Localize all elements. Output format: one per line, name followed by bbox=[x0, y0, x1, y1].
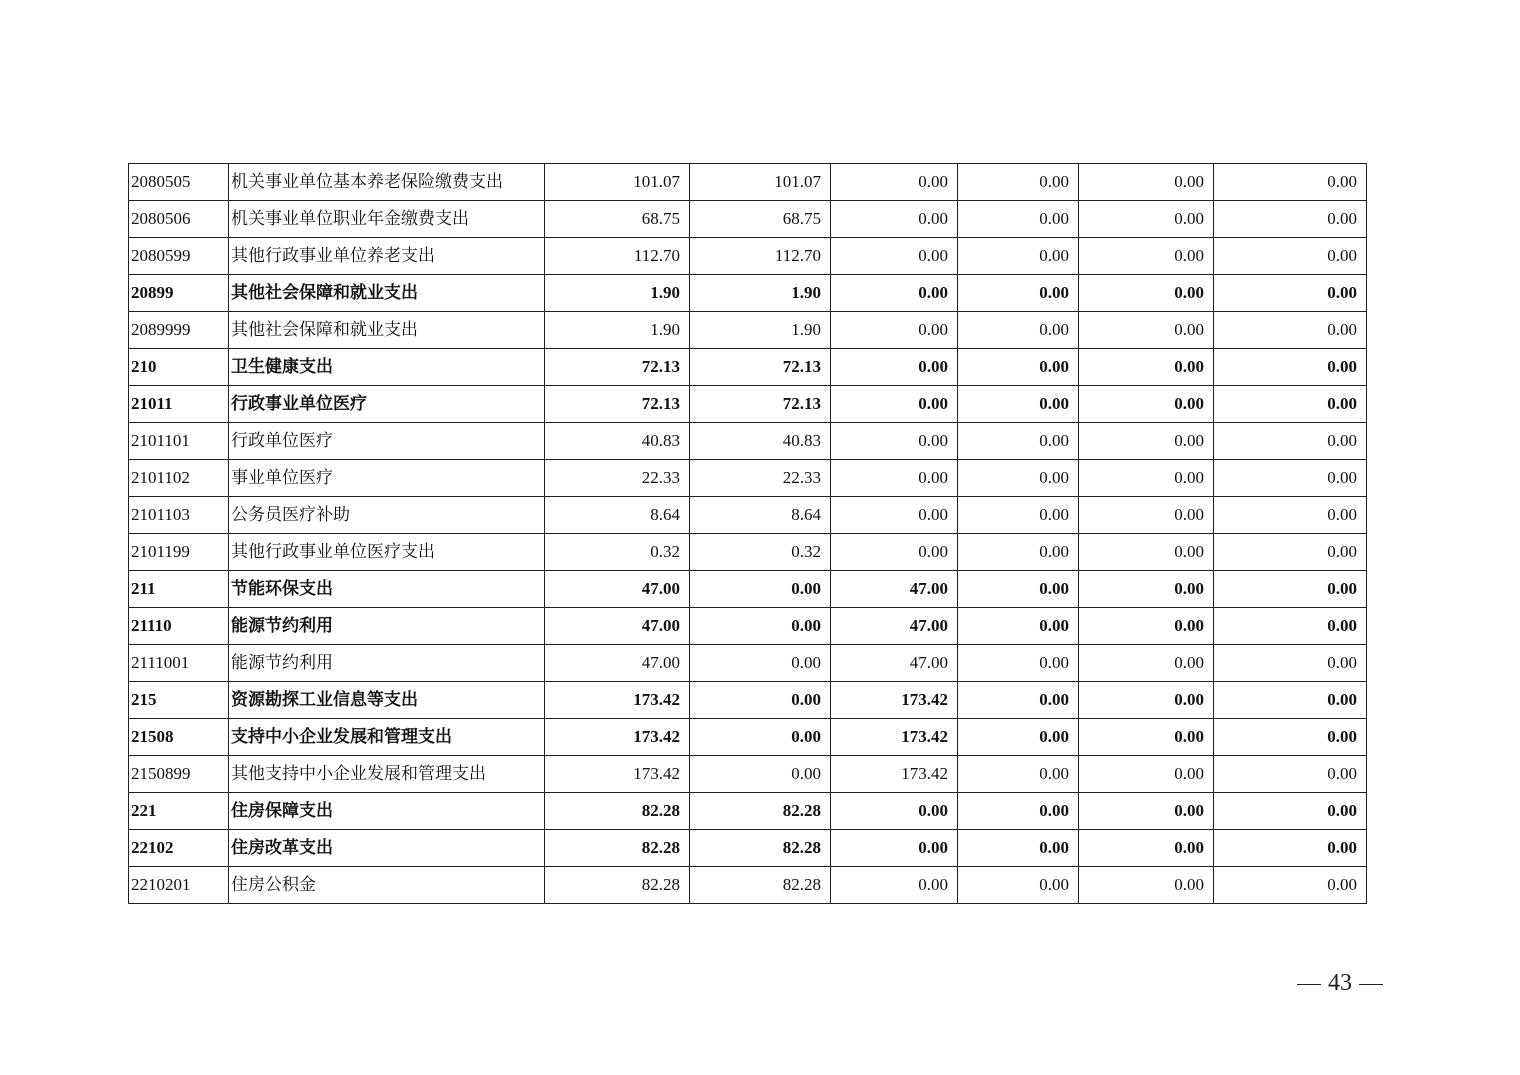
value-col-4-cell: 0.00 bbox=[958, 497, 1079, 534]
subject-code-cell: 210 bbox=[129, 349, 229, 386]
subject-name-cell: 其他行政事业单位医疗支出 bbox=[229, 534, 545, 571]
value-col-1-cell: 82.28 bbox=[545, 793, 690, 830]
value-col-4-cell: 0.00 bbox=[958, 645, 1079, 682]
subject-name-cell: 行政单位医疗 bbox=[229, 423, 545, 460]
value-col-5-cell: 0.00 bbox=[1079, 312, 1214, 349]
subject-code-cell: 22102 bbox=[129, 830, 229, 867]
table-row bbox=[129, 830, 1367, 867]
value-col-2-cell: 0.00 bbox=[690, 682, 831, 719]
subject-code-cell: 2080505 bbox=[129, 164, 229, 201]
subject-name-cell: 其他社会保障和就业支出 bbox=[229, 275, 545, 312]
value-col-2-cell: 40.83 bbox=[690, 423, 831, 460]
value-col-4-cell: 0.00 bbox=[958, 164, 1079, 201]
value-col-3-cell: 0.00 bbox=[831, 830, 958, 867]
value-col-6-cell: 0.00 bbox=[1214, 830, 1367, 867]
value-col-6-cell: 0.00 bbox=[1214, 645, 1367, 682]
subject-code-cell: 2080599 bbox=[129, 238, 229, 275]
value-col-3-cell: 173.42 bbox=[831, 719, 958, 756]
value-col-2-cell: 68.75 bbox=[690, 201, 831, 238]
value-col-5-cell: 0.00 bbox=[1079, 534, 1214, 571]
value-col-5-cell: 0.00 bbox=[1079, 201, 1214, 238]
value-col-5-cell: 0.00 bbox=[1079, 571, 1214, 608]
value-col-4-cell: 0.00 bbox=[958, 386, 1079, 423]
value-col-5-cell: 0.00 bbox=[1079, 238, 1214, 275]
table-row bbox=[129, 682, 1367, 719]
value-col-5-cell: 0.00 bbox=[1079, 608, 1214, 645]
value-col-5-cell: 0.00 bbox=[1079, 645, 1214, 682]
subject-name-cell: 其他支持中小企业发展和管理支出 bbox=[229, 756, 545, 793]
value-col-1-cell: 47.00 bbox=[545, 608, 690, 645]
table-row bbox=[129, 275, 1367, 312]
value-col-2-cell: 22.33 bbox=[690, 460, 831, 497]
subject-code-cell: 2101101 bbox=[129, 423, 229, 460]
subject-code-cell: 21508 bbox=[129, 719, 229, 756]
subject-name-cell: 其他行政事业单位养老支出 bbox=[229, 238, 545, 275]
value-col-4-cell: 0.00 bbox=[958, 312, 1079, 349]
value-col-2-cell: 0.32 bbox=[690, 534, 831, 571]
subject-code-cell: 2101102 bbox=[129, 460, 229, 497]
value-col-2-cell: 101.07 bbox=[690, 164, 831, 201]
table-body bbox=[129, 164, 1367, 904]
value-col-4-cell: 0.00 bbox=[958, 423, 1079, 460]
subject-code-cell: 215 bbox=[129, 682, 229, 719]
value-col-6-cell: 0.00 bbox=[1214, 386, 1367, 423]
table-row bbox=[129, 756, 1367, 793]
table-row bbox=[129, 312, 1367, 349]
value-col-5-cell: 0.00 bbox=[1079, 386, 1214, 423]
table-row bbox=[129, 201, 1367, 238]
value-col-6-cell: 0.00 bbox=[1214, 460, 1367, 497]
value-col-2-cell: 82.28 bbox=[690, 830, 831, 867]
value-col-2-cell: 72.13 bbox=[690, 349, 831, 386]
subject-code-cell: 2101199 bbox=[129, 534, 229, 571]
value-col-1-cell: 0.32 bbox=[545, 534, 690, 571]
left-dash bbox=[1297, 984, 1321, 985]
subject-code-cell: 2089999 bbox=[129, 312, 229, 349]
value-col-4-cell: 0.00 bbox=[958, 793, 1079, 830]
subject-name-cell: 行政事业单位医疗 bbox=[229, 386, 545, 423]
value-col-1-cell: 82.28 bbox=[545, 867, 690, 904]
value-col-4-cell: 0.00 bbox=[958, 534, 1079, 571]
value-col-6-cell: 0.00 bbox=[1214, 608, 1367, 645]
subject-name-cell: 节能环保支出 bbox=[229, 571, 545, 608]
subject-name-cell: 事业单位医疗 bbox=[229, 460, 545, 497]
value-col-1-cell: 173.42 bbox=[545, 719, 690, 756]
value-col-2-cell: 82.28 bbox=[690, 793, 831, 830]
value-col-5-cell: 0.00 bbox=[1079, 793, 1214, 830]
subject-name-cell: 住房公积金 bbox=[229, 867, 545, 904]
value-col-5-cell: 0.00 bbox=[1079, 719, 1214, 756]
table-row bbox=[129, 460, 1367, 497]
value-col-3-cell: 0.00 bbox=[831, 460, 958, 497]
subject-code-cell: 2101103 bbox=[129, 497, 229, 534]
value-col-2-cell: 0.00 bbox=[690, 719, 831, 756]
value-col-6-cell: 0.00 bbox=[1214, 238, 1367, 275]
subject-code-cell: 21110 bbox=[129, 608, 229, 645]
value-col-4-cell: 0.00 bbox=[958, 201, 1079, 238]
subject-name-cell: 能源节约利用 bbox=[229, 645, 545, 682]
table-row bbox=[129, 793, 1367, 830]
value-col-3-cell: 0.00 bbox=[831, 312, 958, 349]
value-col-4-cell: 0.00 bbox=[958, 349, 1079, 386]
subject-code-cell: 2210201 bbox=[129, 867, 229, 904]
table-row bbox=[129, 645, 1367, 682]
subject-code-cell: 211 bbox=[129, 571, 229, 608]
value-col-1-cell: 1.90 bbox=[545, 312, 690, 349]
value-col-4-cell: 0.00 bbox=[958, 460, 1079, 497]
value-col-1-cell: 47.00 bbox=[545, 645, 690, 682]
subject-code-cell: 21011 bbox=[129, 386, 229, 423]
value-col-2-cell: 0.00 bbox=[690, 608, 831, 645]
subject-code-cell: 2080506 bbox=[129, 201, 229, 238]
value-col-3-cell: 0.00 bbox=[831, 423, 958, 460]
value-col-5-cell: 0.00 bbox=[1079, 164, 1214, 201]
value-col-2-cell: 112.70 bbox=[690, 238, 831, 275]
page-number-text: 43 bbox=[1328, 970, 1352, 996]
value-col-1-cell: 40.83 bbox=[545, 423, 690, 460]
value-col-5-cell: 0.00 bbox=[1079, 423, 1214, 460]
value-col-6-cell: 0.00 bbox=[1214, 349, 1367, 386]
table-row bbox=[129, 238, 1367, 275]
value-col-3-cell: 0.00 bbox=[831, 386, 958, 423]
subject-name-cell: 公务员医疗补助 bbox=[229, 497, 545, 534]
subject-name-cell: 能源节约利用 bbox=[229, 608, 545, 645]
right-dash bbox=[1359, 984, 1383, 985]
value-col-5-cell: 0.00 bbox=[1079, 756, 1214, 793]
value-col-3-cell: 173.42 bbox=[831, 682, 958, 719]
value-col-5-cell: 0.00 bbox=[1079, 497, 1214, 534]
value-col-5-cell: 0.00 bbox=[1079, 682, 1214, 719]
table-row bbox=[129, 386, 1367, 423]
value-col-2-cell: 82.28 bbox=[690, 867, 831, 904]
value-col-4-cell: 0.00 bbox=[958, 238, 1079, 275]
value-col-3-cell: 0.00 bbox=[831, 497, 958, 534]
value-col-4-cell: 0.00 bbox=[958, 682, 1079, 719]
value-col-6-cell: 0.00 bbox=[1214, 719, 1367, 756]
value-col-6-cell: 0.00 bbox=[1214, 312, 1367, 349]
value-col-1-cell: 72.13 bbox=[545, 349, 690, 386]
page-number bbox=[1288, 965, 1392, 1001]
table-row bbox=[129, 349, 1367, 386]
value-col-1-cell: 8.64 bbox=[545, 497, 690, 534]
value-col-6-cell: 0.00 bbox=[1214, 867, 1367, 904]
subject-name-cell: 住房保障支出 bbox=[229, 793, 545, 830]
value-col-4-cell: 0.00 bbox=[958, 830, 1079, 867]
value-col-1-cell: 173.42 bbox=[545, 682, 690, 719]
subject-name-cell: 支持中小企业发展和管理支出 bbox=[229, 719, 545, 756]
value-col-1-cell: 47.00 bbox=[545, 571, 690, 608]
value-col-3-cell: 0.00 bbox=[831, 349, 958, 386]
subject-name-cell: 其他社会保障和就业支出 bbox=[229, 312, 545, 349]
subject-name-cell: 机关事业单位基本养老保险缴费支出 bbox=[229, 164, 545, 201]
value-col-1-cell: 1.90 bbox=[545, 275, 690, 312]
value-col-4-cell: 0.00 bbox=[958, 867, 1079, 904]
value-col-1-cell: 112.70 bbox=[545, 238, 690, 275]
table-row bbox=[129, 497, 1367, 534]
value-col-4-cell: 0.00 bbox=[958, 571, 1079, 608]
table-row bbox=[129, 719, 1367, 756]
value-col-3-cell: 47.00 bbox=[831, 645, 958, 682]
value-col-6-cell: 0.00 bbox=[1214, 534, 1367, 571]
value-col-6-cell: 0.00 bbox=[1214, 164, 1367, 201]
value-col-3-cell: 173.42 bbox=[831, 756, 958, 793]
value-col-1-cell: 101.07 bbox=[545, 164, 690, 201]
subject-name-cell: 资源勘探工业信息等支出 bbox=[229, 682, 545, 719]
subject-name-cell: 住房改革支出 bbox=[229, 830, 545, 867]
value-col-6-cell: 0.00 bbox=[1214, 793, 1367, 830]
table-row bbox=[129, 164, 1367, 201]
subject-code-cell: 20899 bbox=[129, 275, 229, 312]
subject-code-cell: 2111001 bbox=[129, 645, 229, 682]
value-col-2-cell: 1.90 bbox=[690, 275, 831, 312]
value-col-3-cell: 0.00 bbox=[831, 201, 958, 238]
subject-name-cell: 机关事业单位职业年金缴费支出 bbox=[229, 201, 545, 238]
budget-table bbox=[128, 163, 1367, 904]
value-col-3-cell: 0.00 bbox=[831, 164, 958, 201]
value-col-3-cell: 0.00 bbox=[831, 238, 958, 275]
value-col-4-cell: 0.00 bbox=[958, 608, 1079, 645]
value-col-4-cell: 0.00 bbox=[958, 275, 1079, 312]
value-col-5-cell: 0.00 bbox=[1079, 275, 1214, 312]
value-col-1-cell: 173.42 bbox=[545, 756, 690, 793]
value-col-2-cell: 0.00 bbox=[690, 645, 831, 682]
subject-code-cell: 221 bbox=[129, 793, 229, 830]
subject-name-cell: 卫生健康支出 bbox=[229, 349, 545, 386]
value-col-2-cell: 0.00 bbox=[690, 571, 831, 608]
value-col-5-cell: 0.00 bbox=[1079, 349, 1214, 386]
table-row bbox=[129, 571, 1367, 608]
value-col-1-cell: 82.28 bbox=[545, 830, 690, 867]
value-col-2-cell: 72.13 bbox=[690, 386, 831, 423]
value-col-1-cell: 22.33 bbox=[545, 460, 690, 497]
value-col-3-cell: 47.00 bbox=[831, 571, 958, 608]
value-col-3-cell: 0.00 bbox=[831, 275, 958, 312]
value-col-6-cell: 0.00 bbox=[1214, 275, 1367, 312]
value-col-2-cell: 0.00 bbox=[690, 756, 831, 793]
table-row bbox=[129, 867, 1367, 904]
value-col-3-cell: 47.00 bbox=[831, 608, 958, 645]
value-col-6-cell: 0.00 bbox=[1214, 497, 1367, 534]
table-row bbox=[129, 608, 1367, 645]
value-col-5-cell: 0.00 bbox=[1079, 867, 1214, 904]
value-col-4-cell: 0.00 bbox=[958, 719, 1079, 756]
value-col-1-cell: 72.13 bbox=[545, 386, 690, 423]
value-col-3-cell: 0.00 bbox=[831, 793, 958, 830]
value-col-6-cell: 0.00 bbox=[1214, 756, 1367, 793]
value-col-2-cell: 1.90 bbox=[690, 312, 831, 349]
value-col-3-cell: 0.00 bbox=[831, 534, 958, 571]
table-row bbox=[129, 423, 1367, 460]
table-row bbox=[129, 534, 1367, 571]
value-col-6-cell: 0.00 bbox=[1214, 201, 1367, 238]
value-col-3-cell: 0.00 bbox=[831, 867, 958, 904]
value-col-4-cell: 0.00 bbox=[958, 756, 1079, 793]
value-col-5-cell: 0.00 bbox=[1079, 830, 1214, 867]
value-col-6-cell: 0.00 bbox=[1214, 571, 1367, 608]
value-col-6-cell: 0.00 bbox=[1214, 682, 1367, 719]
value-col-6-cell: 0.00 bbox=[1214, 423, 1367, 460]
value-col-5-cell: 0.00 bbox=[1079, 460, 1214, 497]
value-col-2-cell: 8.64 bbox=[690, 497, 831, 534]
subject-code-cell: 2150899 bbox=[129, 756, 229, 793]
value-col-1-cell: 68.75 bbox=[545, 201, 690, 238]
